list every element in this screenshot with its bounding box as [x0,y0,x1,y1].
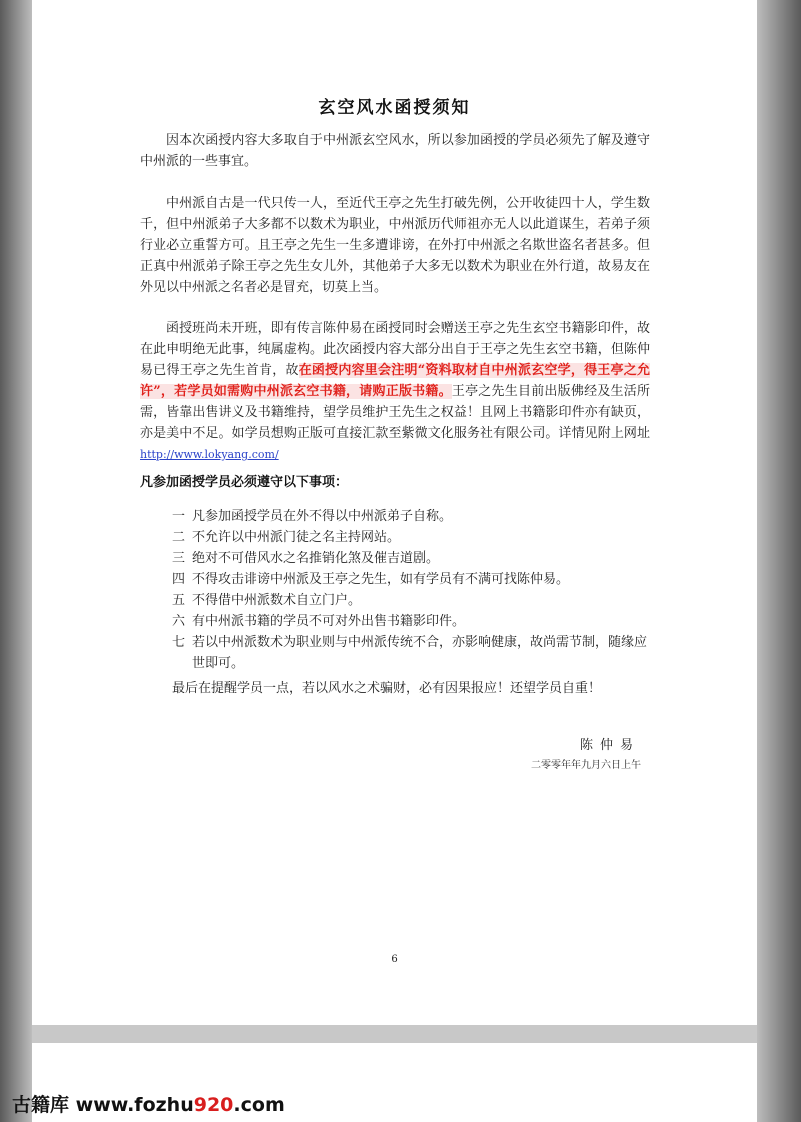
rule-item [172,506,652,527]
watermark-url-prefix: www.fozhu [75,1094,194,1116]
watermark-name: 古籍库 [12,1094,70,1116]
page-content [32,0,757,1025]
closing-remark: 最后在提醒学员一点，若以风水之术骗财，必有因果报应！还望学员自重！ [172,681,602,696]
rule-text: 若以中州派数术为职业则与中州派传统不合，亦影响健康，故尚需节制，随缘应世即可。 [192,635,648,671]
rule-text: 有中州派书籍的学员不可对外出售书籍影印件。 [192,614,466,629]
signature-name: 陈仲易 [580,738,641,753]
paragraph-history: 中州派自古是一代只传一人，至近代王亭之先生打破先例，公开收徒四十人，学生数千，但中州派弟子大多都不以数术为职业，中州派历代师祖亦无人以此道谋生，若弟子须行业必立重誓方可。且王亭之先生一生多遭诽谤，在外打中州派之名欺世盗名者甚多。但正真中州派弟子除王亭之先生女儿外，其他弟子大多无以数术为职业在外行道，故易友在外见以中州派之名者必是冒充，切莫上当。 [140,196,650,295]
watermark-url-digits: 920 [193,1094,234,1116]
rule-number: 四 [172,572,186,587]
rule-item [172,611,652,632]
page-number: 6 [391,954,398,965]
notice-highlight: 在函授内容里会注明“资料取材自中州派玄空学，得王亭之允许”，若学员如需购中州派玄空书籍，请购正版书籍。 [140,363,650,399]
viewer-left-shadow [0,0,32,1122]
notice-text-after: 王亭之先生目前出版佛经及生活所需，皆靠出售讲义及书籍维持，望学员维护王先生之权益！且网上书籍影印件亦有缺页，亦是美中不足。如学员想购正版可直接汇款至紫微文化服务社有限公司。详情见附上网址 [140,384,650,441]
watermark-url-suffix: .com [233,1094,285,1116]
notice-text-before: 函授班尚未开班，即有传言陈仲易在函授同时会赠送王亭之先生玄空书籍影印件，故在此申明绝无此事，纯属虚构。此次函授内容大部分出自于王亭之先生玄空书籍，但陈仲易已得王亭之先生首肯，故 [140,321,650,378]
rules-heading: 凡参加函授学员必须遵守以下事项： [140,475,349,490]
rule-text: 不允许以中州派门徒之名主持网站。 [192,530,401,545]
rule-number: 七 [172,635,186,650]
rule-item [172,632,652,674]
rule-number: 六 [172,614,186,629]
website-link[interactable]: http://www.lokyang.com/ [140,448,279,461]
rule-number: 三 [172,551,186,566]
rule-text: 凡参加函授学员在外不得以中州派弟子自称。 [192,509,453,524]
rule-item [172,569,652,590]
rule-item [172,590,652,611]
viewer-right-shadow [757,0,801,1122]
signature-date: 二零零年年九月六日上午 [531,760,641,771]
rule-number: 五 [172,593,186,608]
paragraph-intro: 因本次函授内容大多取自于中州派玄空风水，所以参加函授的学员必须先了解及遵守中州派的一些事宜。 [140,133,650,169]
rule-item [172,527,652,548]
paragraph-notice [140,318,650,465]
rule-number: 二 [172,530,186,545]
document-page [32,0,757,1025]
rule-text: 不得借中州派数术自立门户。 [192,593,362,608]
rule-text: 绝对不可借风水之名推销化煞及催吉道剧。 [192,551,440,566]
rule-number: 一 [172,509,186,524]
document-title: 玄空风水函授须知 [318,98,471,118]
site-watermark [12,1090,285,1117]
rule-text: 不得攻击诽谤中州派及王亭之先生，如有学员有不满可找陈仲易。 [192,572,570,587]
rules-list [172,506,652,674]
rule-item [172,548,652,569]
